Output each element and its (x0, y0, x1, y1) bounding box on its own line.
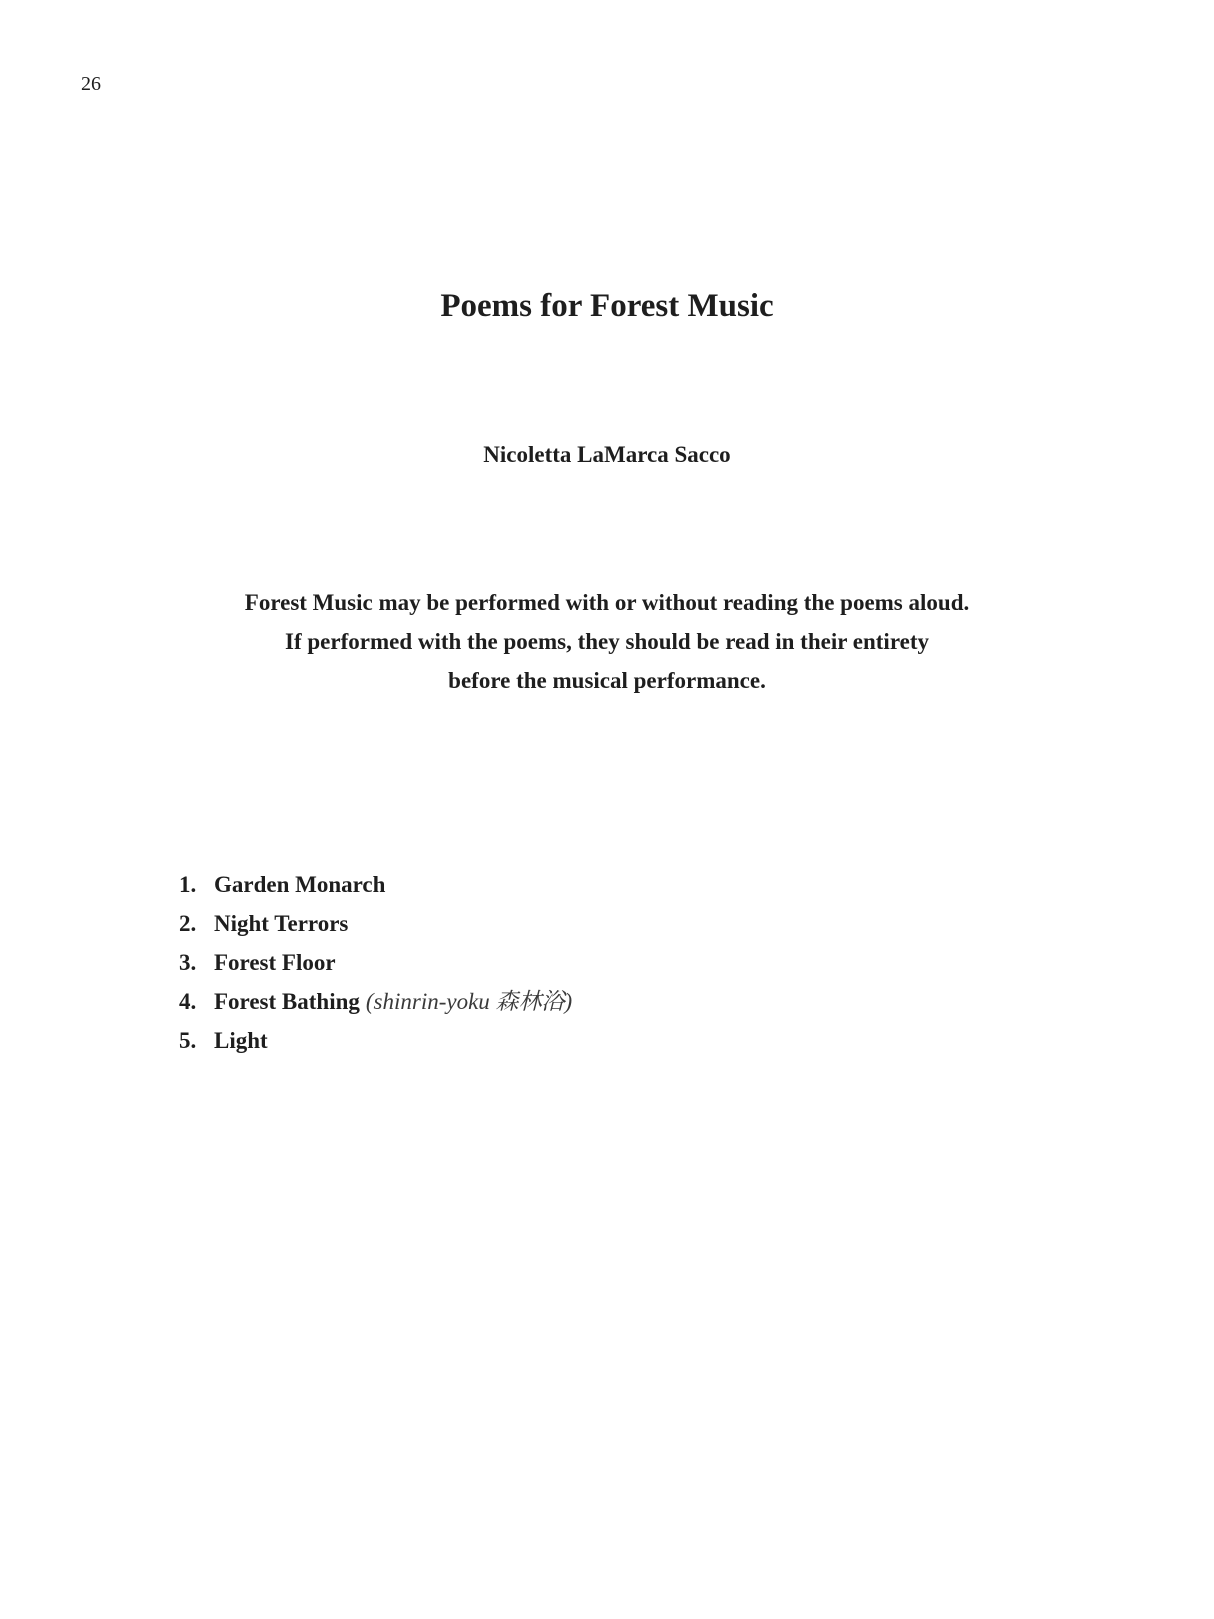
page-number: 26 (81, 73, 101, 95)
performance-note-line: If performed with the poems, they should be read in their entirety (285, 629, 929, 654)
poem-title: Light (214, 1028, 268, 1053)
poem-title: Garden Monarch (214, 872, 386, 897)
poem-number: 3. (179, 950, 197, 975)
poem-title: Night Terrors (214, 911, 349, 936)
poem-number: 5. (179, 1028, 197, 1053)
poem-list-item (179, 1021, 572, 1060)
performance-note (0, 583, 1214, 700)
poem-list-item (179, 982, 572, 1021)
poem-title: Forest Bathing (214, 989, 360, 1014)
poem-number: 1. (179, 872, 197, 897)
poem-list-item (179, 904, 572, 943)
performance-note-line: Forest Music may be performed with or without reading the poems aloud. (244, 590, 970, 615)
performance-note-line: before the musical performance. (448, 668, 766, 693)
poem-title: Forest Floor (214, 950, 336, 975)
poem-subtitle: (shinrin-yoku 森林浴) (365, 989, 573, 1014)
poem-list-item (179, 865, 572, 904)
poem-number: 4. (179, 989, 197, 1014)
poem-number: 2. (179, 911, 197, 936)
page-title: Poems for Forest Music (440, 288, 774, 324)
author-name: Nicoletta LaMarca Sacco (483, 442, 731, 467)
poem-list (179, 865, 572, 1060)
poem-list-item (179, 943, 572, 982)
